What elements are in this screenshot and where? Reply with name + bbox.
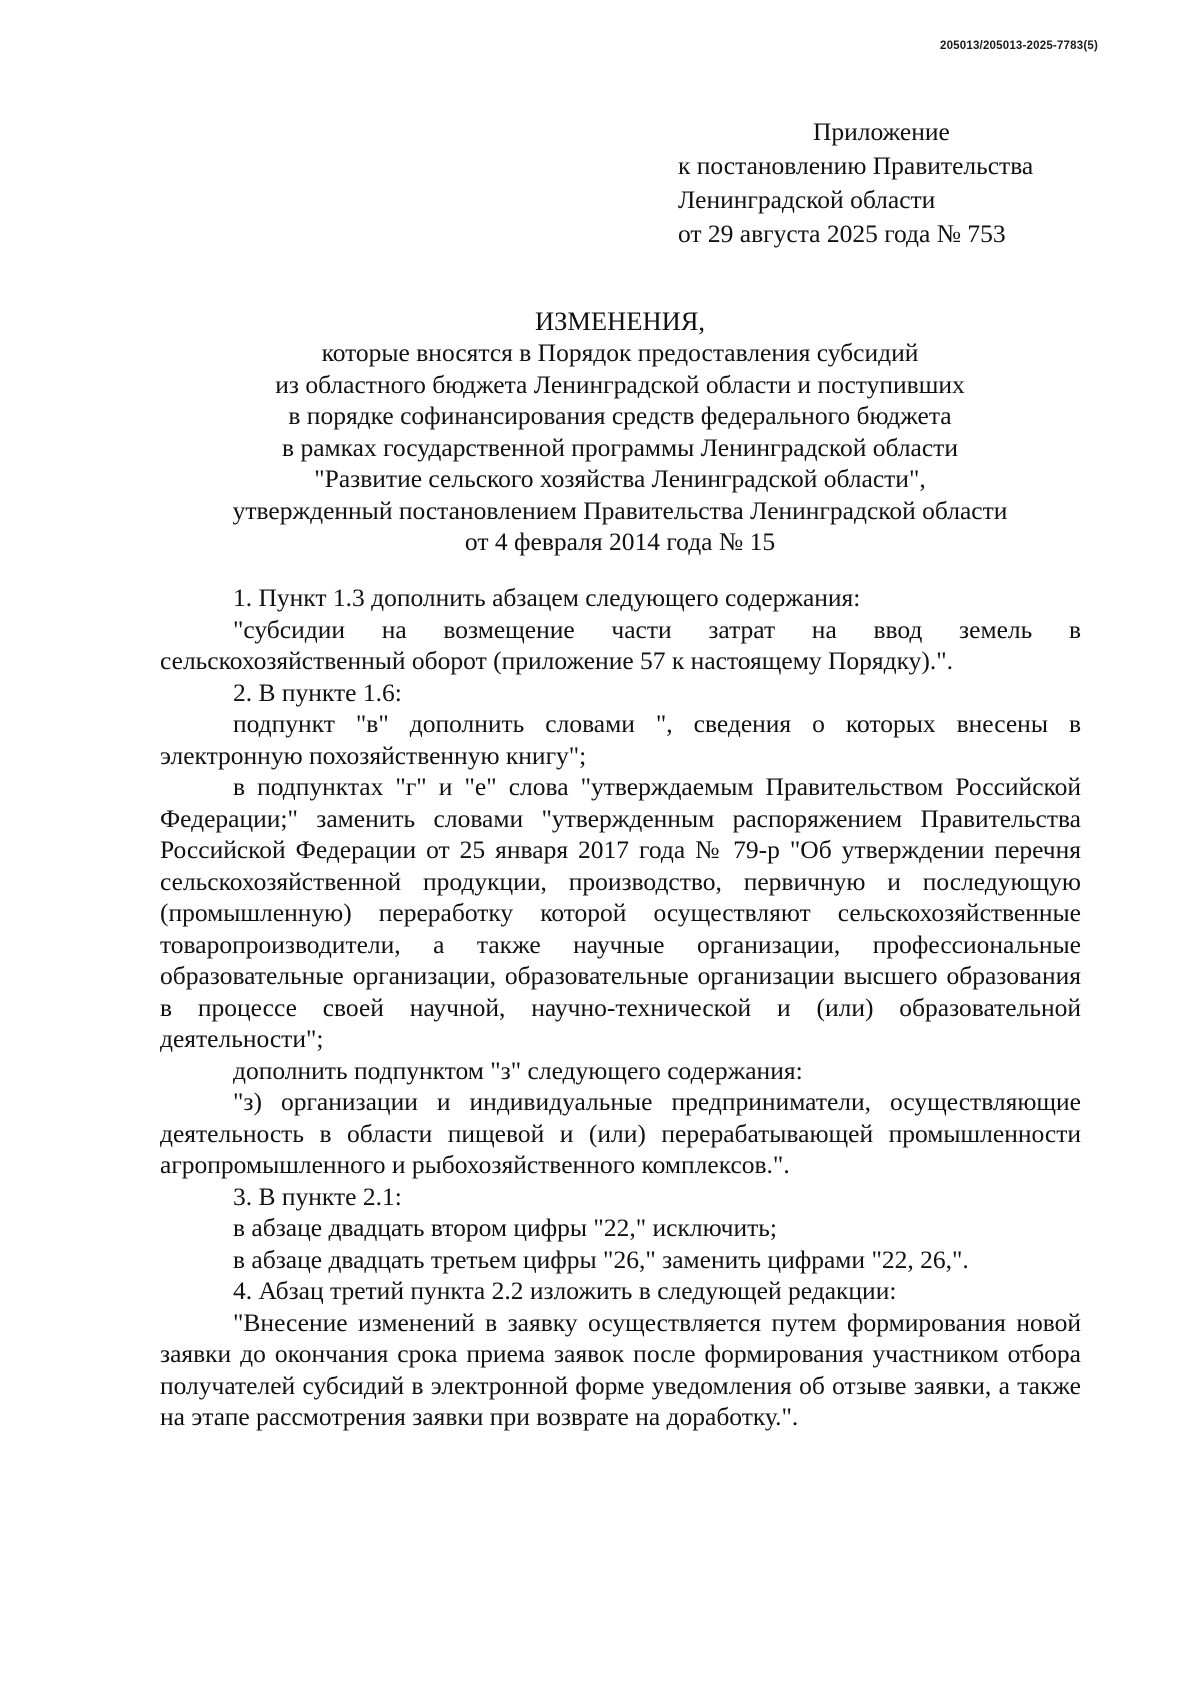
appendix-date-line: от 29 августа 2025 года № 753 [678, 219, 1006, 248]
paragraph: дополнить подпунктом "з" следующего содержания: [233, 1055, 803, 1085]
paragraph-quote: "Внесение изменений в заявку осуществляется путем формирования новой заявки до окончания срока приема заявок после формирования участником отбора получателей субсидий в электронной форме уведомления об отзыве заявки, а также на этапе рассмотрения заявки при возврате на доработку.". [160, 1307, 1081, 1431]
paragraph-item-3: 3. В пункте 2.1: [233, 1181, 402, 1211]
paragraph-quote: "з) организации и индивидуальные предприниматели, осуществляющие деятельность в области пищевой и (или) перерабатывающей промышленности агропромышленного и рыбохозяйственного комплексов.". [160, 1087, 1081, 1179]
paragraph: в абзаце двадцать третьем цифры "26," заменить цифрами "22, 26,". [233, 1244, 969, 1274]
paragraph-quote: "субсидии на возмещение части затрат на ввод земель в сельскохозяйственный оборот (приложение 57 к настоящему Порядку).". [160, 614, 1081, 675]
title-line: утвержденный постановлением Правительства Ленинградской области [232, 495, 1008, 525]
paragraph-item-2: 2. В пункте 1.6: [233, 677, 402, 707]
appendix-block [678, 115, 1033, 251]
document-heading: ИЗМЕНЕНИЯ, [534, 306, 706, 336]
appendix-title: Приложение [813, 117, 950, 146]
title-line: в рамках государственной программы Ленинградской области [282, 432, 958, 462]
paragraph: в подпунктах "г" и "е" слова "утверждаемым Правительством Российской Федерации;" заменить словами "утвержденным распоряжением Правительства Российской Федерации от 25 января 2017 года № 79-р "Об утверждении перечня сельскохозяйственной продукции, производство, первичную и последующую (промышленную) переработку которой осуществляют сельскохозяйственные товаропроизводители, а также научные организации, профессиональные образовательные организации, образовательные организации высшего образования в процессе своей научной, научно-технической и (или) образовательной деятельности"; [160, 772, 1081, 1053]
appendix-line: Ленинградской области [678, 185, 936, 214]
document-title-block [160, 305, 1080, 558]
paragraph: в абзаце двадцать втором цифры "22," исключить; [233, 1213, 777, 1242]
title-line: в порядке софинансирования средств федерального бюджета [288, 401, 952, 430]
title-line: "Развитие сельского хозяйства Ленинградской области", [314, 464, 926, 493]
title-line: из областного бюджета Ленинградской области и поступивших [275, 369, 965, 399]
paragraph-item-4: 4. Абзац третий пункта 2.2 изложить в следующей редакции: [233, 1276, 897, 1305]
document-id: 205013/205013-2025-7783(5) [939, 40, 1098, 52]
paragraph-item-1: 1. Пункт 1.3 дополнить абзацем следующего содержания: [233, 583, 861, 612]
paragraph: подпункт "в" дополнить словами ", сведения о которых внесены в электронную похозяйственную книгу"; [160, 709, 1081, 770]
document-body [160, 582, 1081, 1433]
title-line: которые вносятся в Порядок предоставления субсидий [321, 338, 919, 367]
title-line: от 4 февраля 2014 года № 15 [464, 527, 776, 556]
appendix-line: к постановлению Правительства [678, 151, 1034, 180]
